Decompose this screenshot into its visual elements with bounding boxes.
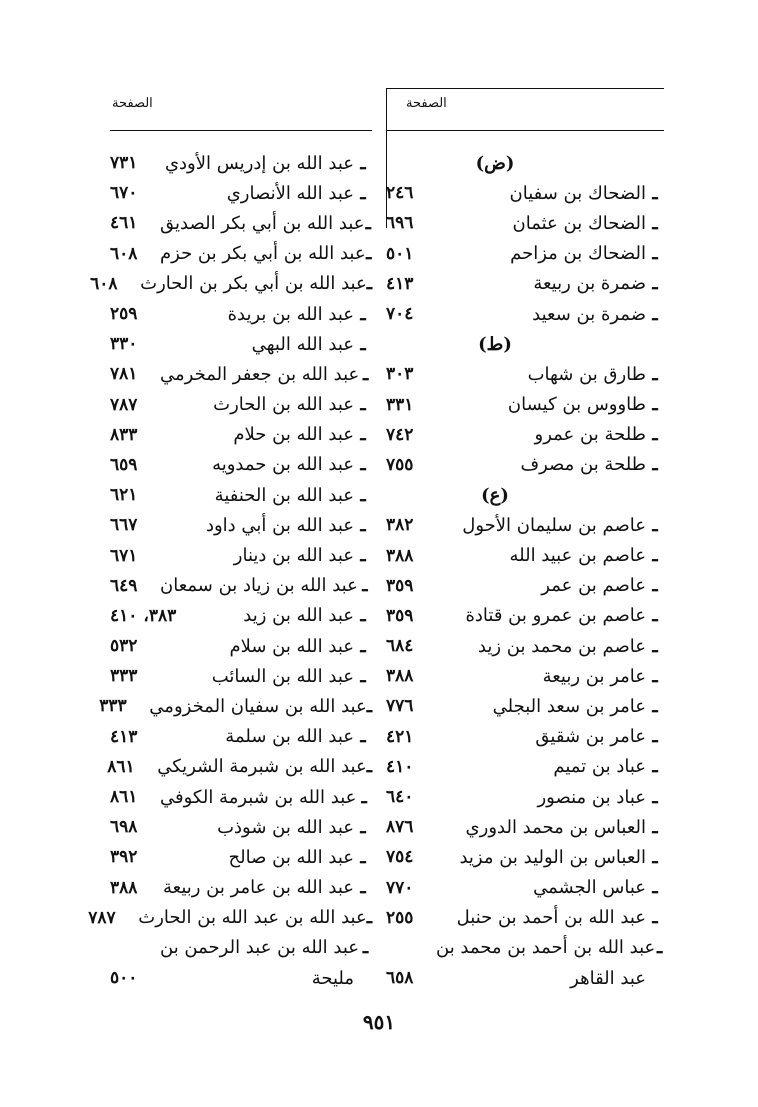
left-entries: [88, 148, 372, 993]
entry-page: ٥٠١: [386, 243, 414, 264]
entry-name: عاصم بن عمر: [541, 575, 646, 597]
index-entry: [386, 571, 664, 601]
entry-page: ٦٢١: [110, 485, 138, 506]
entry-name: عبد الله بن حمدويه: [212, 454, 354, 476]
entry-dash: ـ: [360, 635, 366, 657]
index-entry: [386, 691, 664, 721]
entry-name: طلحة بن مصرف: [520, 454, 646, 476]
index-entry: [110, 661, 372, 691]
entry-dash: ـ: [360, 454, 366, 476]
entry-name: عبد الله الأنصاري: [226, 182, 354, 204]
entry-name: عبد الله بن عبد الله بن الحارث: [138, 907, 367, 929]
section-letter: (ض): [475, 152, 515, 174]
entry-dash: ـ: [652, 424, 658, 446]
entry-page: ٧٧٠: [386, 877, 414, 898]
index-entry: [99, 691, 372, 721]
entry-name: عاصم بن عبيد الله: [509, 545, 646, 567]
entry-dash: ـ: [366, 907, 372, 929]
index-entry: [110, 963, 372, 993]
entry-dash: ـ: [360, 152, 366, 174]
entry-dash: ـ: [652, 756, 658, 778]
entry-dash: ـ: [652, 273, 658, 295]
entry-name: العباس بن الوليد بن مزيد: [459, 846, 646, 868]
entry-dash: ـ: [652, 514, 658, 536]
index-entry: [386, 722, 664, 752]
index-entry: [386, 661, 664, 691]
index-entry: [386, 299, 664, 329]
entry-name: عاصم بن سليمان الأحول: [462, 514, 646, 536]
entry-name: عبد الله بن عامر بن ربيعة: [162, 877, 354, 899]
entry-page: ٦٦٧: [110, 515, 138, 536]
entry-dash: ـ: [361, 786, 367, 808]
entry-dash: ـ: [360, 303, 366, 325]
entry-name: مليحة: [311, 967, 354, 989]
entry-dash: ـ: [652, 605, 658, 627]
entry-dash: ـ: [360, 726, 366, 748]
entry-page: ٣٩٢: [110, 847, 138, 868]
index-entry: [88, 903, 372, 933]
entry-name: الضحاك بن عثمان: [512, 212, 646, 234]
entry-dash: ـ: [366, 273, 372, 295]
entry-name: عبد الله بن بريدة: [227, 303, 354, 325]
entry-dash: ـ: [652, 786, 658, 808]
entry-page: ٧٠٤: [386, 304, 414, 325]
entry-dash: ـ: [652, 695, 658, 717]
entry-page: ٦٨٤: [386, 636, 414, 657]
index-entry: [110, 148, 372, 178]
entry-name: عبد الله بن الحارث: [213, 394, 354, 416]
entry-page: ٥٣٢: [110, 636, 138, 657]
entry-dash: ـ: [652, 212, 658, 234]
entry-dash: ـ: [652, 394, 658, 416]
entry-name: عبد القاهر: [570, 967, 646, 989]
index-entry: [110, 842, 372, 872]
entry-name: ضمرة بن سعيد: [532, 303, 646, 325]
entry-dash: ـ: [360, 182, 366, 204]
entry-page: ٤١٣: [386, 273, 414, 294]
entry-page: ٣٣٣: [99, 696, 127, 717]
entry-name: عبد الله بن سلام: [229, 635, 354, 657]
entry-dash: ـ: [360, 605, 366, 627]
column-header-right: الصفحة: [406, 96, 447, 111]
entry-name: عامر بن شقيق: [535, 726, 646, 748]
entry-dash: ـ: [362, 363, 369, 385]
index-entry: [110, 390, 372, 420]
entry-name: عبد الله بن سلمة: [225, 726, 354, 748]
entry-page: ٦٥٩: [110, 454, 138, 475]
entry-name: عبد الله بن أبي داود: [205, 514, 354, 536]
entry-dash: ـ: [360, 665, 366, 687]
entry-dash: ـ: [652, 243, 658, 265]
entry-page: ٧٥٤: [386, 847, 414, 868]
entry-name: عاصم بن عمرو بن قتادة: [465, 605, 646, 627]
index-entry: [110, 359, 372, 389]
entry-page: ٦٤٠: [386, 787, 414, 808]
entry-dash: ـ: [652, 846, 658, 868]
index-entry: [386, 178, 664, 208]
entry-page: ٨٦١: [110, 787, 138, 808]
entry-dash: ـ: [366, 695, 372, 717]
index-entry: [110, 510, 372, 540]
entry-name: الضحاك بن سفيان: [509, 182, 646, 204]
entry-name: عباس الجشمي: [533, 877, 646, 899]
entry-name: عبد الله بن أحمد بن محمد بن: [436, 937, 656, 959]
entry-page: ٤١٠: [386, 756, 414, 777]
entry-page: ٣٠٣: [386, 364, 414, 385]
index-entry: [386, 450, 664, 480]
entry-dash: ـ: [652, 454, 658, 476]
entry-page: ٦٩٨: [110, 817, 138, 838]
entry-page: ٦٠٨: [90, 273, 118, 294]
entry-name: عاصم بن محمد بن زيد: [477, 635, 646, 657]
entry-name: عبد الله بن زيد: [243, 605, 354, 627]
entry-dash: ـ: [652, 877, 658, 899]
entry-dash: ـ: [360, 394, 366, 416]
entry-page: ٦٧١: [110, 545, 138, 566]
entry-page: ٣٨٨: [110, 877, 138, 898]
index-entry: [386, 269, 664, 299]
entry-page: ٦٥٨: [386, 968, 414, 989]
entry-dash: ـ: [652, 363, 658, 385]
entry-name: الضحاك بن مزاحم: [510, 243, 646, 265]
entry-name: عبد الله بن شبرمة الكوفي: [160, 786, 357, 808]
entry-name: عباد بن منصور: [537, 786, 646, 808]
entry-dash: ـ: [652, 303, 658, 325]
entry-page: ٣٨٨: [386, 545, 414, 566]
index-entry: [110, 873, 372, 903]
entry-page: ٣٣٠: [110, 334, 138, 355]
index-entry: [110, 631, 372, 661]
entry-dash: ـ: [360, 484, 366, 506]
entry-dash: ـ: [652, 816, 658, 838]
index-entry: [110, 480, 372, 510]
entry-page: ٣٨٨: [386, 666, 414, 687]
entry-page: ٣٥٩: [386, 575, 414, 596]
index-entry: [386, 540, 664, 570]
entry-name: عبد الله بن أحمد بن حنبل: [456, 907, 646, 929]
entry-page: ٣٣٣: [110, 666, 138, 687]
entry-name: عامر بن ربيعة: [542, 665, 646, 687]
entry-dash: ـ: [366, 243, 372, 265]
entry-page: ٣٣١: [386, 394, 414, 415]
entry-dash: ـ: [652, 575, 658, 597]
index-entry: [386, 842, 664, 872]
page-number: ٩٥١: [362, 1010, 396, 1034]
entry-name: عبد الله البهي: [251, 333, 354, 355]
entry-page: ٧٣١: [110, 153, 138, 174]
entry-dash: ـ: [360, 846, 366, 868]
entry-name: طارق بن شهاب: [527, 363, 646, 385]
entry-name: ضمرة بن ربيعة: [533, 273, 646, 295]
entry-dash: ـ: [360, 424, 366, 446]
entry-page: ٢٥٩: [110, 304, 138, 325]
entry-name: طاووس بن كيسان: [507, 394, 646, 416]
entry-page: ٦٠٨: [110, 243, 138, 264]
header-rule: [386, 130, 664, 131]
header-rule: [110, 130, 372, 131]
entry-name: عبد الله بن دينار: [233, 545, 354, 567]
entry-page: ٦٧٠: [110, 183, 138, 204]
index-entry: [110, 329, 372, 359]
entry-page: ٨٦١: [107, 756, 135, 777]
entry-page: ٦٤٩: [110, 575, 138, 596]
right-entries: [386, 148, 664, 993]
entry-dash: ـ: [362, 575, 368, 597]
entry-name: عبد الله بن السائب: [211, 665, 354, 687]
entry-name: عباد بن تميم: [553, 756, 646, 778]
entry-dash: ـ: [652, 665, 658, 687]
entry-dash: ـ: [360, 816, 366, 838]
index-entry: [90, 269, 372, 299]
entry-page: ٧٨١: [110, 364, 138, 385]
entry-page: ٧٥٥: [386, 454, 414, 475]
index-entry: [386, 601, 664, 631]
entry-page: ٤١٣: [110, 726, 138, 747]
entry-name: عبد الله بن سفيان المخزومي: [149, 695, 367, 717]
index-entry: [386, 812, 664, 842]
entry-page: ٧٤٢: [386, 424, 414, 445]
index-entry: [110, 782, 372, 812]
index-entry: [110, 239, 372, 269]
index-entry: [110, 299, 372, 329]
entry-dash: ـ: [360, 333, 366, 355]
entry-name: طلحة بن عمرو: [534, 424, 646, 446]
entry-name: عامر بن سعد البجلي: [492, 695, 646, 717]
index-entry: [386, 933, 664, 963]
entry-dash: ـ: [652, 545, 658, 567]
index-entry: [386, 631, 664, 661]
index-entry: [386, 873, 664, 903]
entry-name: عبد الله بن شبرمة الشريكي: [157, 756, 367, 778]
index-entry: [386, 390, 664, 420]
index-entry: [386, 208, 664, 238]
index-entry: [110, 933, 372, 963]
entry-name: عبد الله بن إدريس الأودي: [164, 152, 354, 174]
column-header-left: الصفحة: [112, 96, 153, 111]
entry-name: عبد الله بن جعفر المخرمي: [160, 363, 360, 385]
entry-page: ٦٩٦: [386, 213, 414, 234]
entry-name: عبد الله بن عبد الرحمن بن: [160, 937, 360, 959]
entry-dash: ـ: [652, 726, 658, 748]
entry-page: ٥٠٠: [110, 968, 138, 989]
entry-name: عبد الله بن صالح: [228, 846, 354, 868]
entry-name: عبد الله بن أبي بكر بن الحارث: [140, 273, 367, 295]
index-entry: [110, 571, 372, 601]
index-entry: [110, 601, 372, 631]
entry-name: عبد الله بن زياد بن سمعان: [160, 575, 358, 597]
index-entry: [386, 963, 664, 993]
entry-page: ٤٢١: [386, 726, 414, 747]
entry-page: ٣٨٢: [386, 515, 414, 536]
entry-name: عبد الله بن أبي بكر الصديق: [160, 212, 365, 234]
entry-name: عبد الله بن حلام: [233, 424, 354, 446]
entry-page: ٣٥٩: [386, 605, 414, 626]
entry-page: ٢٤٦: [386, 183, 414, 204]
entry-dash: ـ: [360, 877, 366, 899]
entry-dash: ـ: [366, 756, 372, 778]
entry-page: ٨٣٣: [110, 424, 138, 445]
entry-page: ٢٥٥: [386, 907, 414, 928]
entry-page: ٧٨٧: [88, 907, 116, 928]
top-rule: [386, 88, 664, 89]
entry-name: عبد الله بن الحنفية: [214, 484, 354, 506]
index-entry: [386, 903, 664, 933]
entry-page: ٧٧٦: [386, 696, 414, 717]
index-entry: [386, 239, 664, 269]
entry-dash: ـ: [360, 514, 366, 536]
entry-dash: ـ: [652, 182, 658, 204]
entry-dash: ـ: [360, 545, 366, 567]
index-entry: [110, 540, 372, 570]
index-entry: [110, 812, 372, 842]
entry-page: ٨٧٦: [386, 817, 414, 838]
entry-dash: ـ: [362, 937, 369, 959]
entry-dash: ـ: [652, 635, 658, 657]
section-letter: (ع): [481, 484, 509, 506]
index-entry: [386, 420, 664, 450]
index-entry: [386, 359, 664, 389]
entry-dash: ـ: [365, 212, 371, 234]
entry-page: ٤٦١: [110, 213, 138, 234]
section-letter: (ط): [478, 333, 512, 355]
entry-name: عبد الله بن أبي بكر بن حزم: [160, 243, 366, 265]
entry-name: عبد الله بن شوذب: [217, 816, 354, 838]
index-entry: [110, 722, 372, 752]
index-entry: [110, 208, 372, 238]
index-entry: [110, 420, 372, 450]
index-entry: [386, 510, 664, 540]
index-entry: [386, 752, 664, 782]
entry-dash: ـ: [652, 907, 658, 929]
index-entry: [110, 450, 372, 480]
index-entry: [107, 752, 372, 782]
index-entry: [110, 178, 372, 208]
entry-page: ٧٨٧: [110, 394, 138, 415]
index-entry: [386, 782, 664, 812]
entry-page: ٣٨٣، ٤١٠: [110, 605, 177, 626]
entry-name: العباس بن محمد الدوري: [465, 816, 646, 838]
entry-dash: ـ: [657, 937, 663, 959]
